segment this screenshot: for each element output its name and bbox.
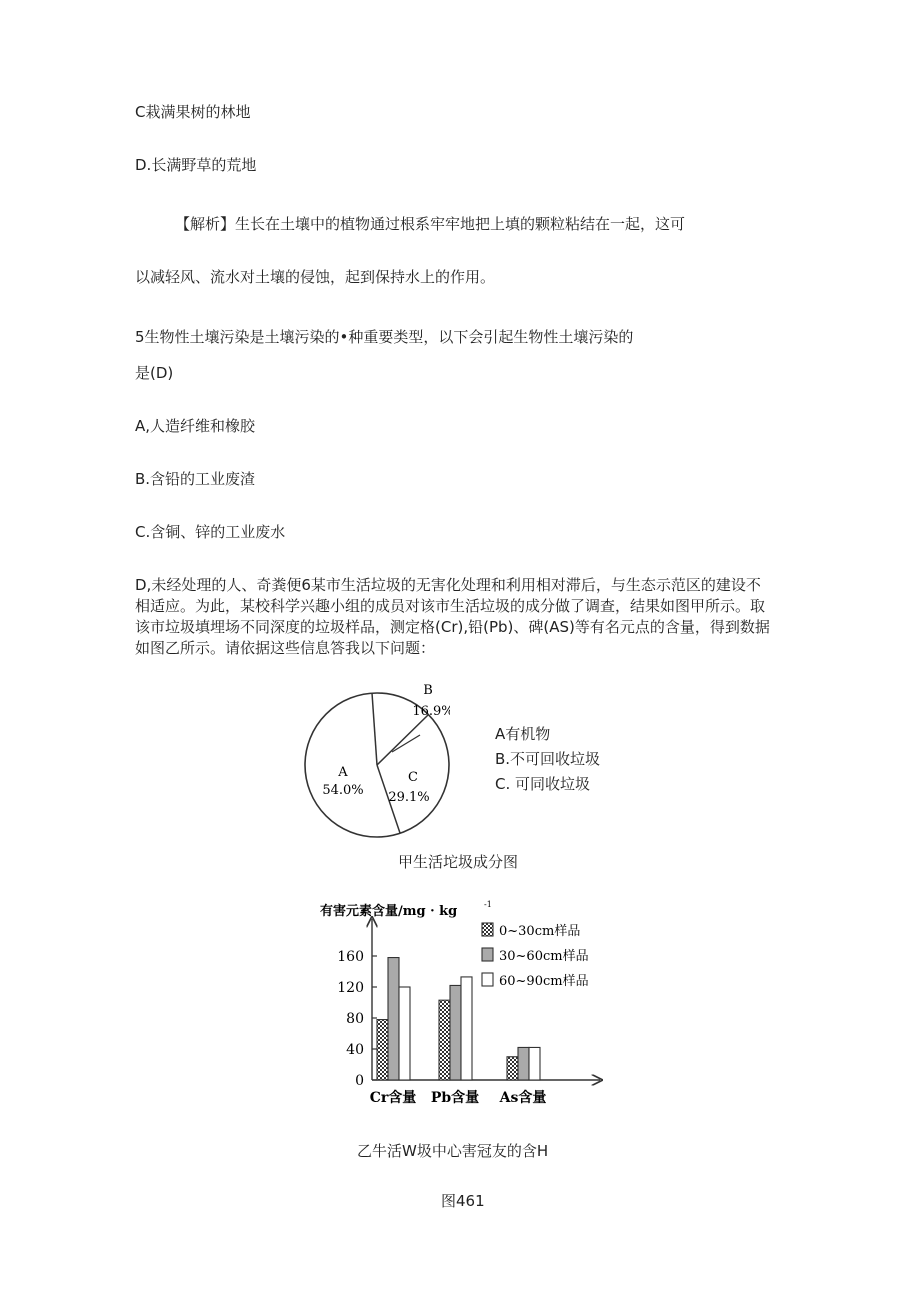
option-c: C栽满果树的林地 (135, 103, 251, 121)
pie-value-c: 29.1% (388, 790, 430, 805)
pie-value-b: 16.9% (412, 704, 450, 719)
pie-label-b: B (423, 683, 433, 698)
bar-y-axis-title-sup: -1 (484, 900, 492, 909)
bar-legend-label: 30~60cm样品 (499, 949, 589, 964)
question-6-paragraph: D,未经处理的人、奇粪便6某市生活垃圾的无害化处理和利用相对滞后，与生态示范区的建设不相适应。为此，某校科学兴趣小组的成员对该市生活垃圾的成分做了调查，结果如图甲所示。取该市垃圾填埋场不同深度的垃圾样品，测定格(Cr),铅(Pb)、碑(AS)等有名元点的含量，得到数据如图乙所示。请依据这些信息答我以下问题： (135, 576, 770, 657)
bar-0-2 (399, 987, 410, 1080)
pie-chart-svg (300, 680, 450, 850)
bar-y-tick-label: 120 (337, 980, 364, 996)
bar-legend-swatch (482, 973, 493, 986)
option-d: D.长满野草的荒地 (135, 156, 257, 174)
pie-legend-b: B.不可回收垃圾 (495, 750, 601, 768)
bar-legend-label: 60~90cm样品 (499, 974, 589, 989)
pie-label-a: A (338, 765, 348, 780)
figure-label: 图461 (441, 1192, 485, 1210)
analysis-line-1: 【解析】生长在土壤中的植物通过根系牢牢地把上填的颗粒粘结在一起，这可 (175, 215, 686, 233)
bar-x-tick-label: Pb含量 (430, 1090, 480, 1106)
bar-1-0 (439, 1000, 450, 1080)
bar-y-tick-label: 0 (355, 1073, 364, 1089)
question-5-line-1: 5生物性土壤污染是土壤污染的•种重要类型，以下会引起生物性土壤污染的 (135, 328, 634, 346)
question-5-option-c: C.含铜、锌的工业废水 (135, 523, 286, 541)
bar-0-1 (388, 958, 399, 1080)
bar-y-tick-label: 80 (346, 1011, 364, 1027)
pie-chart (300, 680, 450, 850)
bar-legend-label: 0~30cm样品 (499, 924, 581, 939)
pie-label-c: C (408, 770, 418, 785)
bar-legend-swatch (482, 923, 493, 936)
bar-legend-swatch (482, 948, 493, 961)
bar-y-tick-label: 40 (346, 1042, 364, 1058)
pie-legend-a: A有机物 (495, 725, 551, 743)
bar-chart (310, 895, 610, 1120)
bar-x-tick-label: Cr含量 (369, 1090, 417, 1106)
bar-y-tick-label: 160 (337, 949, 364, 965)
pie-caption: 甲生活坨圾成分图 (398, 853, 519, 871)
pie-divider-a-b (372, 693, 377, 765)
bar-y-axis-title: 有害元素含量/mg · kg (320, 904, 458, 919)
bar-x-tick-label: As含量 (499, 1090, 547, 1106)
pie-divider-b-c (377, 715, 428, 765)
analysis-line-2: 以减轻风、流水对土壤的侵蚀，起到保持水上的作用。 (135, 268, 496, 286)
question-5-line-2: 是(D) (135, 364, 174, 382)
bar-2-2 (529, 1047, 540, 1080)
question-5-option-b: B.含铅的工业废渣 (135, 470, 256, 488)
bar-2-1 (518, 1047, 529, 1080)
question-5-option-a: A,人造纤维和橡胶 (135, 417, 256, 435)
bar-chart-svg (310, 895, 610, 1120)
bar-caption: 乙牛活W圾中心害冠友的含H (357, 1142, 549, 1160)
pie-legend-c: C. 可同收垃圾 (495, 775, 591, 793)
bar-1-1 (450, 985, 461, 1080)
pie-value-a: 54.0% (322, 783, 364, 798)
pie-legend (495, 722, 600, 797)
bar-1-2 (461, 977, 472, 1080)
bar-0-0 (377, 1020, 388, 1080)
bar-2-0 (507, 1057, 518, 1080)
